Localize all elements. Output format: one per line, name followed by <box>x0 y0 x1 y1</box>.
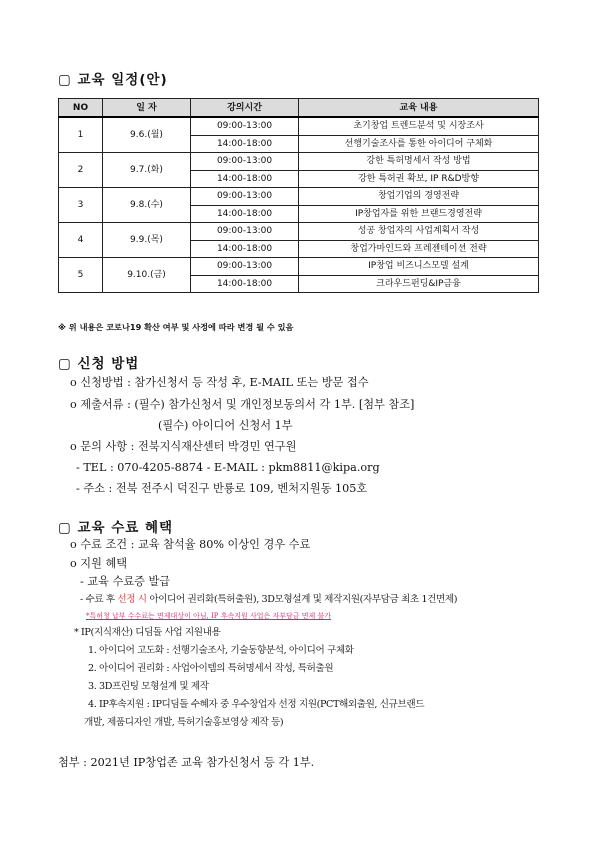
benefits-pink-note <box>86 611 331 621</box>
row-time: 14:00-18:00 <box>191 275 299 293</box>
application-heading: ▢ 신청 방법 <box>58 356 140 372</box>
col-header-content: 교육 내용 <box>299 99 539 118</box>
row-content: 크라우드펀딩&IP금융 <box>299 275 539 293</box>
schedule-table <box>58 98 539 293</box>
row-time: 14:00-18:00 <box>191 135 299 153</box>
row-content: 강한 특허명세서 작성 방법 <box>299 153 539 171</box>
row-date: 9.8.(수) <box>103 188 191 223</box>
ip-support-item-continued: 개발, 제품디자인 개발, 특허기술홍보영상 제작 등) <box>84 717 284 728</box>
application-docs-1: o 제출서류 : (필수) 참가신청서 및 개인정보동의서 각 1부. [첨부 참조] <box>70 398 415 411</box>
row-time: 14:00-18:00 <box>191 240 299 258</box>
application-method: o 신청방법 : 참가신청서 등 작성 후, E-MAIL 또는 방문 접수 <box>70 376 369 389</box>
row-time: 09:00-13:00 <box>191 153 299 171</box>
row-date: 9.10.(금) <box>103 258 191 293</box>
row-time: 09:00-13:00 <box>191 117 299 135</box>
application-tel: - TEL : 070-4205-8874 - E-MAIL : pkm8811@kipa.org <box>76 461 380 474</box>
schedule-note: ※ 위 내용은 코로나19 확산 여부 및 사정에 따라 변경 될 수 있음 <box>58 322 294 332</box>
row-time: 14:00-18:00 <box>191 205 299 223</box>
col-header-time: 강의시간 <box>191 99 299 118</box>
ip-support-item: 1. 아이디어 고도화 : 선행기술조사, 기술동향분석, 아이디어 구체화 <box>88 645 354 656</box>
benefits-selected-highlight: 선정 시 <box>117 594 147 605</box>
row-time: 09:00-13:00 <box>191 223 299 241</box>
benefits-support: o 지원 혜택 <box>70 557 128 570</box>
attachment-note: 첨부 : 2021년 IP창업존 교육 참가신청서 등 각 1부. <box>58 756 315 769</box>
table-row <box>59 223 539 241</box>
table-row <box>59 117 539 135</box>
row-date: 9.9.(목) <box>103 223 191 258</box>
ip-support-item: 4. IP후속지원 : IP디딤돌 수혜자 중 우수창업자 선정 지원(PCT해외출원, 신규브랜드 <box>88 699 425 710</box>
row-content: 선행기술조사를 통한 아이디어 구체화 <box>299 135 539 153</box>
ip-support-title: * IP(지식재산) 디딤돌 사업 지원내용 <box>74 627 221 638</box>
table-row <box>59 153 539 171</box>
benefits-selected <box>80 593 457 607</box>
application-contact: o 문의 사항 : 전북지식재산센터 박경민 연구원 <box>70 440 297 453</box>
row-time: 09:00-13:00 <box>191 188 299 206</box>
application-address: - 주소 : 전북 전주시 덕진구 반룡로 109, 벤처지원동 105호 <box>76 482 368 495</box>
row-time: 09:00-13:00 <box>191 258 299 276</box>
table-row <box>59 258 539 276</box>
col-header-no: NO <box>59 99 103 118</box>
row-content: IP창업 비즈니스모델 설계 <box>299 258 539 276</box>
benefits-cert: - 교육 수료증 발급 <box>80 575 171 588</box>
row-no: 2 <box>59 153 103 188</box>
table-header-row <box>59 99 539 118</box>
application-docs-2: (필수) 아이디어 신청서 1부 <box>158 419 293 432</box>
row-content: 창업가마인드와 프레젠테이션 전략 <box>299 240 539 258</box>
row-no: 3 <box>59 188 103 223</box>
benefits-condition: o 수료 조건 : 교육 참석율 80% 이상인 경우 수료 <box>70 538 311 551</box>
row-content: 초기창업 트렌드분석 및 시장조사 <box>299 117 539 135</box>
row-no: 1 <box>59 117 103 153</box>
row-content: 강한 특허권 확보, IP R&D방향 <box>299 170 539 188</box>
benefits-pink-note-text: *특허청 납부 수수료는 면제대상이 아님, IP 후속지원 사업은 자부담금 면제 불가 <box>86 612 332 620</box>
row-no: 4 <box>59 223 103 258</box>
row-content: 성공 창업자의 사업계획서 작성 <box>299 223 539 241</box>
benefits-selected-suffix: 아이디어 권리화(특허출원), 3D모형설계 및 제작지원(자부담금 최초 1건면제) <box>146 594 458 605</box>
row-date: 9.6.(월) <box>103 117 191 153</box>
benefits-heading: ▢ 교육 수료 혜택 <box>58 520 174 536</box>
table-row <box>59 188 539 206</box>
row-no: 5 <box>59 258 103 293</box>
ip-support-item: 3. 3D프린팅 모형설계 및 제작 <box>88 681 209 692</box>
benefits-selected-prefix: - 수료 후 <box>80 594 118 605</box>
row-content: 창업기업의 경영전략 <box>299 188 539 206</box>
ip-support-item: 2. 아이디어 권리화 : 사업아이템의 특허명세서 작성, 특허출원 <box>88 663 334 674</box>
row-content: IP창업자를 위한 브랜드경영전략 <box>299 205 539 223</box>
col-header-date: 일 자 <box>103 99 191 118</box>
schedule-heading: ▢ 교육 일정(안) <box>58 72 168 88</box>
row-date: 9.7.(화) <box>103 153 191 188</box>
row-time: 14:00-18:00 <box>191 170 299 188</box>
